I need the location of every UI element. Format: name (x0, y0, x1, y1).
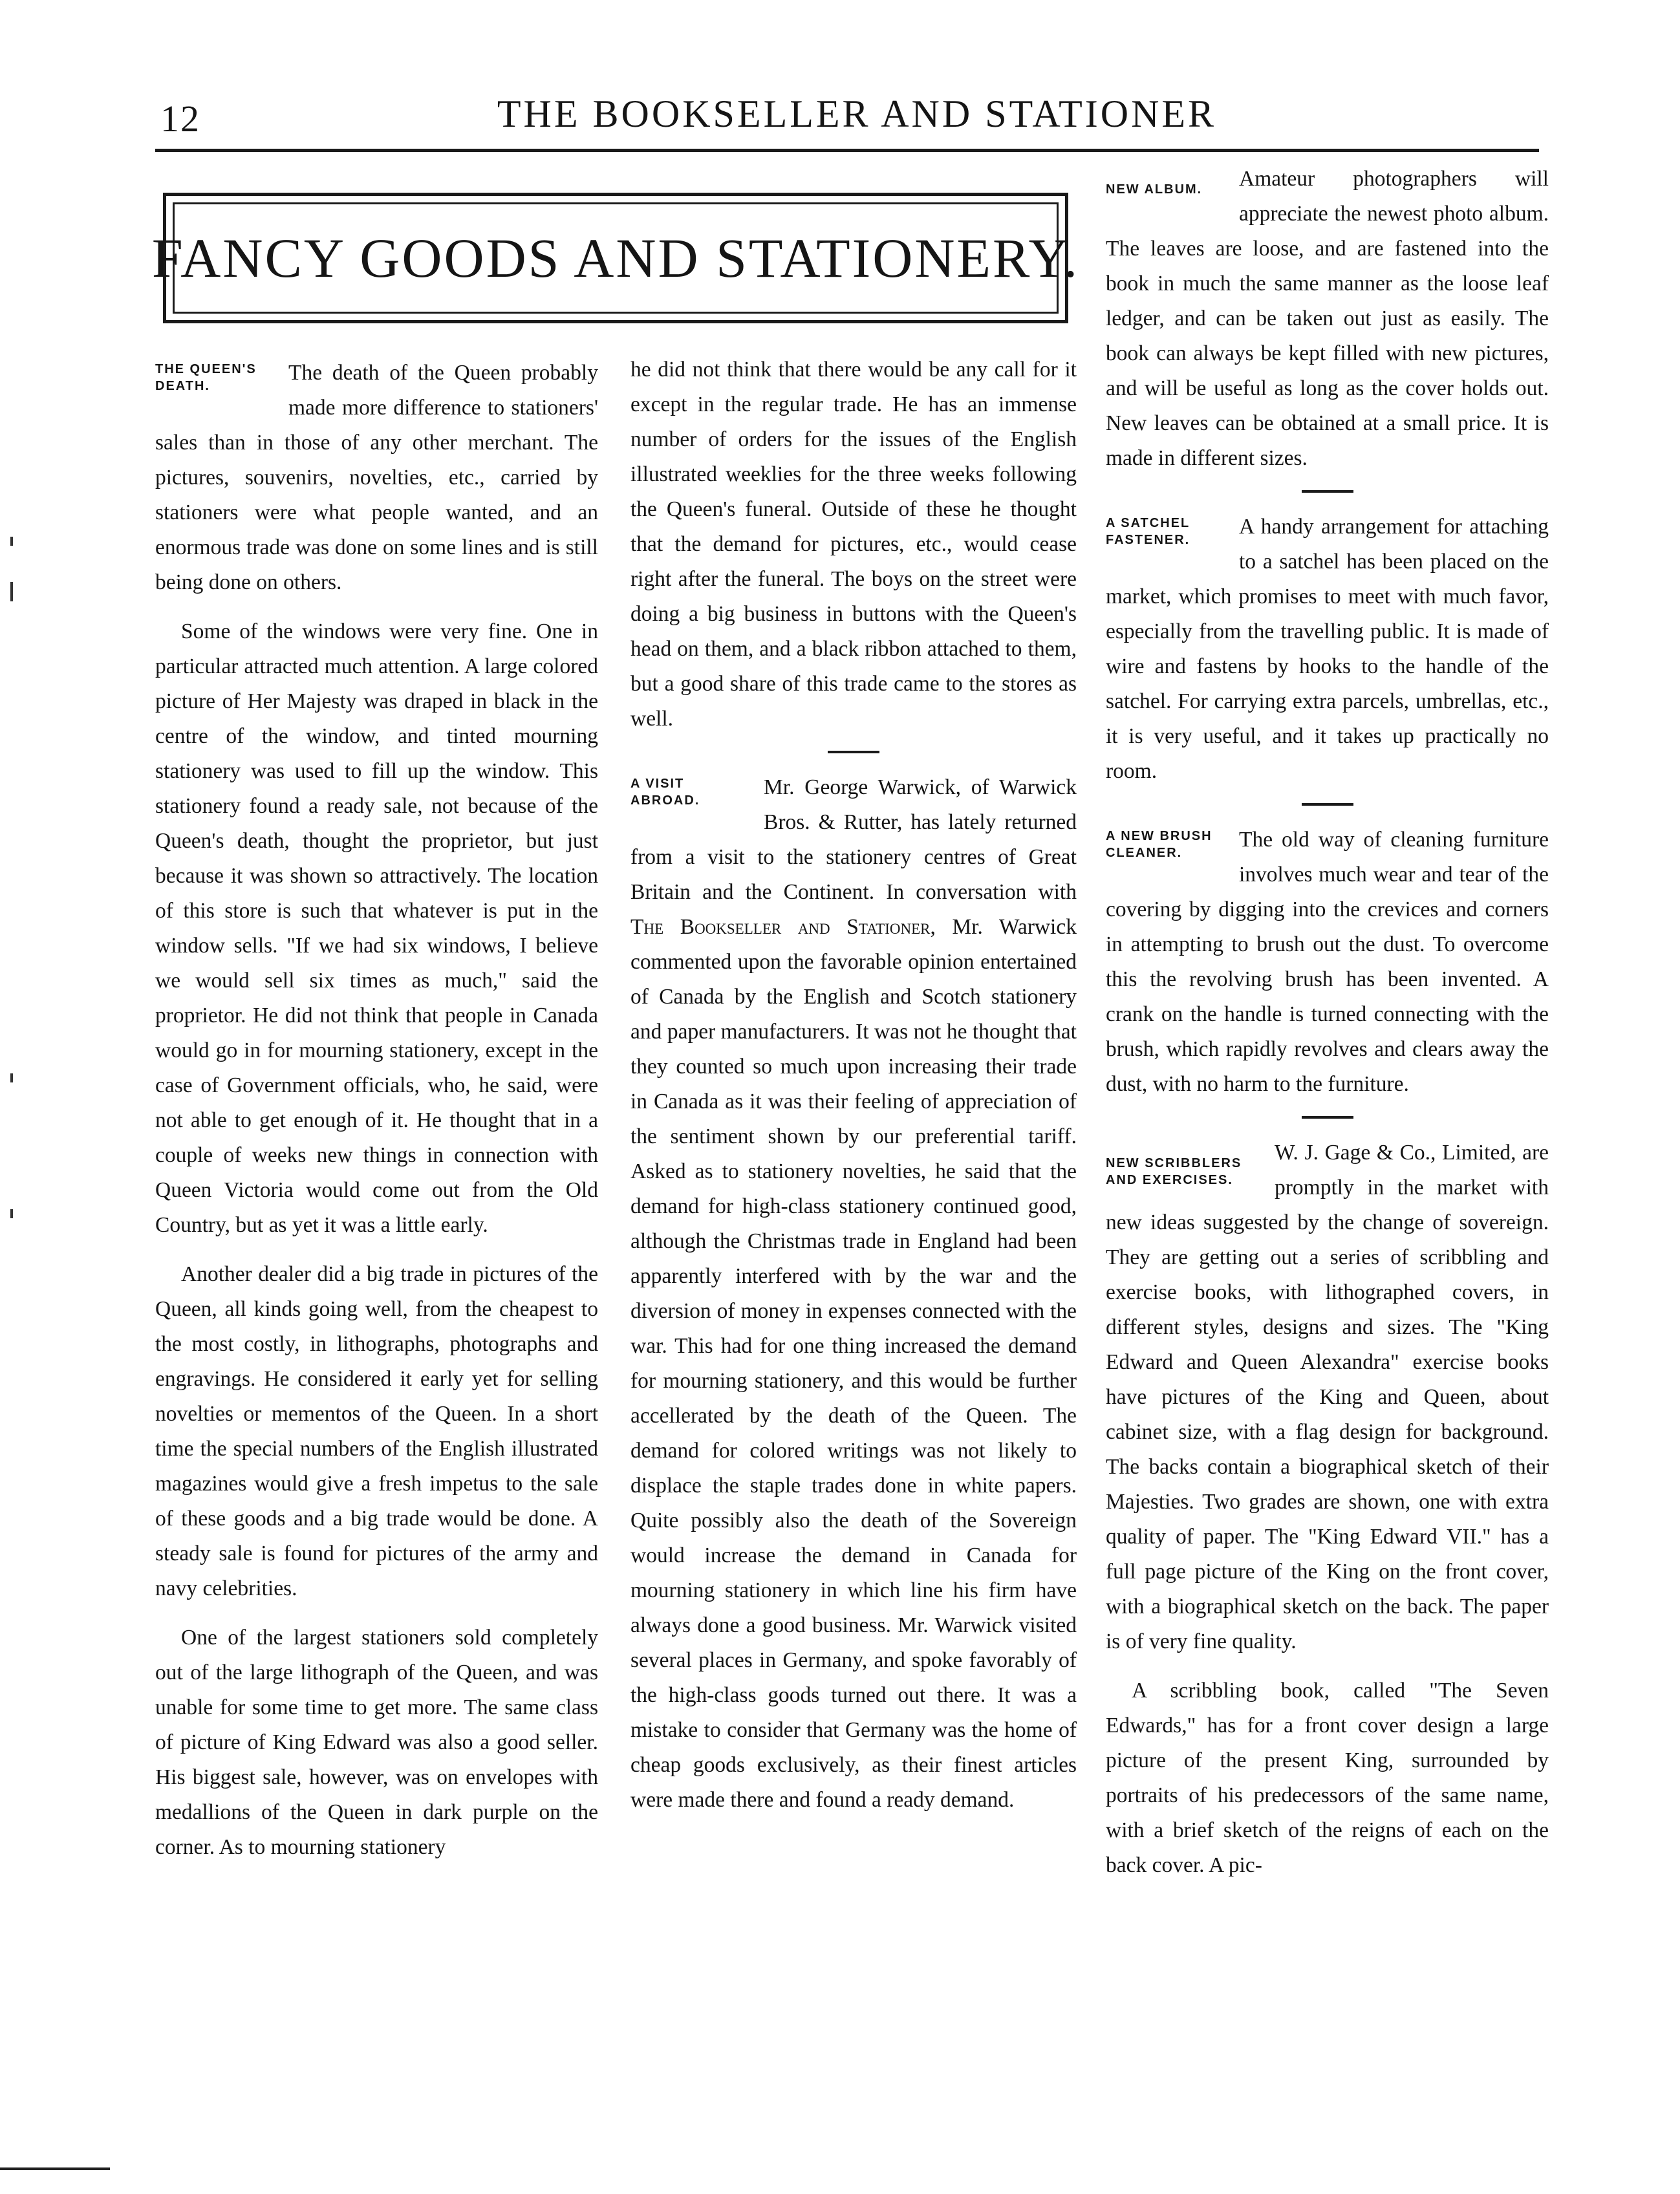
article-text: The old way of cleaning furniture involves much wear and tear of the covering by digging into the crevices and corners in attempting to brush out the dust. To overcome this the revolving brush has been invented. A crank on the handle is turned connecting with the brush, which rapidly revolves and clears away the dust, with no harm to the furniture. (1106, 828, 1549, 1096)
sidehead-new-album: NEW ALBUM. (1106, 182, 1203, 197)
article-text: The death of the Queen probably made more difference to stationers' sales than in those of any other merchant. The pictures, souvenirs, novelties, etc., carried by stationers were what people wanted, and an enormous trade was done on some lines and is still being done on others. (155, 361, 598, 594)
article-queens-death-p1 (155, 356, 598, 600)
sidehead-brush-cleaner: A NEW BRUSH CLEANER. (1106, 829, 1212, 860)
article-new-album (1106, 162, 1549, 476)
article-text: Mr. George Warwick, of Warwick Bros. & Rutter, has lately returned from a visit to the stationery centres of Great Britain and the Continent. In conversation with (630, 775, 1077, 904)
sidehead-scribblers: NEW SCRIBBLERS AND EXERCISES. (1106, 1156, 1242, 1187)
header-rule (155, 149, 1539, 152)
section-title-inner-frame (151, 202, 1080, 314)
bottom-scan-rule (0, 2167, 110, 2170)
article-visit-abroad (630, 770, 1077, 1818)
publication-name: The Bookseller and Stationer (630, 915, 931, 939)
article-paragraph: A scribbling book, called "The Seven Edwards," has for a front cover design a large picture of the present King, surrounded by portraits of his predecessors of the same name, with a brief sketch of the reigns of each on the back cover. A pic- (1106, 1679, 1549, 1877)
sidehead-queens-death: THE QUEEN'S DEATH. (155, 362, 257, 393)
article-text: A handy arrangement for attaching to a satchel has been placed on the market, which promises to meet with much favor, especially from the travelling public. It is made of wire and fastens by hooks to the handle of the satchel. For carrying extra parcels, umbrellas, etc., it is very useful, and it takes up practically no room. (1106, 515, 1549, 783)
article-text: , Mr. Warwick commented upon the favorable opinion entertained of Canada by the English and Scotch stationery and paper manufacturers. It was not he thought that they counted so much upon increasing their trade in Canada as it was their feeling of appreciation of the sentiment shown by our preferential tariff. Asked as to stationery novelties, he said that the demand for high-class stationery continued good, although the Christmas trade in England had been apparently interfered with by the war and the diversion of money in expenses connected with the war. This had for one thing increased the demand for mourning stationery, and this would be further accellerated by the death of the Queen. The demand for colored writings was not likely to displace the staple trades done in white papers. Quite possibly also the death of the Sovereign would increase the demand in Canada for mourning stationery in which line his firm have always done a good business. Mr. Warwick visited several places in Germany, and spoke favorably of the high-class goods turned out there. It was a mistake to consider that Germany was the home of cheap goods exclusively, as their finest articles were made there and found a ready demand. (630, 915, 1077, 1812)
scan-margin-mark (10, 582, 13, 601)
article-separator (1302, 1116, 1353, 1119)
section-title-box (151, 193, 1080, 323)
sidehead-satchel-fastener: A SATCHEL FASTENER. (1106, 516, 1190, 547)
column-right (1106, 162, 1549, 1897)
column-middle (630, 352, 1077, 1832)
article-paragraph: Some of the windows were very fine. One in particular attracted much attention. A large colored picture of Her Majesty was draped in black in the centre of the window, and tinted mourning stationery was used to fill up the window. This stationery found a ready sale, not because of the Queen's death, thought the proprietor, but just because it was shown so attractively. The location of this store is such that whatever is put in the window sells. "If we had six windows, I believe we would sell six times as much," said the proprietor. He did not think that people in Canada would go in for mourning stationery, except in the case of Government officials, who, he said, were not able to get enough of it. He thought that in a couple of weeks new things in connection with Queen Victoria would come out from the Old Country, but as yet it was a little early. (155, 619, 598, 1237)
article-text: Amateur photographers will appreciate the newest photo album. The leaves are loose, and are fastened into the book in much the same manner as the loose leaf ledger, and can be taken out just as easily. The book can always be kept filled with new pictures, and will be useful as long as the cover holds out. New leaves can be obtained at a small price. It is made in different sizes. (1106, 167, 1549, 470)
article-brush-cleaner (1106, 823, 1549, 1102)
article-separator (828, 751, 879, 753)
sidehead-visit-abroad: A VISIT ABROAD. (630, 777, 700, 808)
scan-margin-mark (10, 1209, 13, 1218)
scan-margin-mark (10, 1073, 13, 1082)
column-left (155, 356, 598, 1879)
article-paragraph: One of the largest stationers sold completely out of the large lithograph of the Queen, and was unable for some time to get more. The same class of picture of King Edward was also a good seller. His biggest sale, however, was on envelopes with medallions of the Queen in dark purple on the corner. As to mourning stationery (155, 1626, 598, 1859)
article-separator (1302, 490, 1353, 493)
article-satchel-fastener (1106, 510, 1549, 789)
article-separator (1302, 803, 1353, 806)
page-number: 12 (160, 98, 200, 140)
article-scribblers (1106, 1135, 1549, 1659)
scan-margin-mark (10, 537, 13, 546)
article-continuation: he did not think that there would be any call for it except in the regular trade. He has an immense number of orders for the issues of the English illustrated weeklies for the three weeks following the Queen's funeral. Outside of these he thought that the demand for pictures, etc., would cease right after the funeral. The boys on the street were doing a big business in buttons with the Queen's head on them, and a black ribbon attached to them, but a good share of this trade came to the stores as well. (630, 358, 1077, 731)
article-text: W. J. Gage & Co., Limited, are promptly in the market with new ideas suggested by the change of sovereign. They are getting out a series of scribbling and exercise books, with lithographed covers, in different styles, designs and sizes. The "King Edward and Queen Alexandra" exercise books have pictures of the King and Queen, about cabinet size, with a flag design for background. The backs contain a biographical sketch of their Majesties. Two grades are shown, one with extra quality of paper. The "King Edward VII." has a full page picture of the King on the front cover, with a biographical sketch on the back. The paper is of very fine quality. (1106, 1141, 1549, 1653)
running-title: THE BOOKSELLER AND STATIONER (497, 92, 1217, 135)
article-paragraph: Another dealer did a big trade in pictures of the Queen, all kinds going well, from the cheapest to the most costly, in lithographs, photographs and engravings. He considered it early yet for selling novelties or mementos of the Queen. In a short time the special numbers of the English illustrated magazines would give a fresh impetus to the sale of these goods and a big trade would be done. A steady sale is found for pictures of the army and navy celebrities. (155, 1262, 598, 1600)
section-title: FANCY GOODS AND STATIONERY. (151, 227, 1080, 289)
